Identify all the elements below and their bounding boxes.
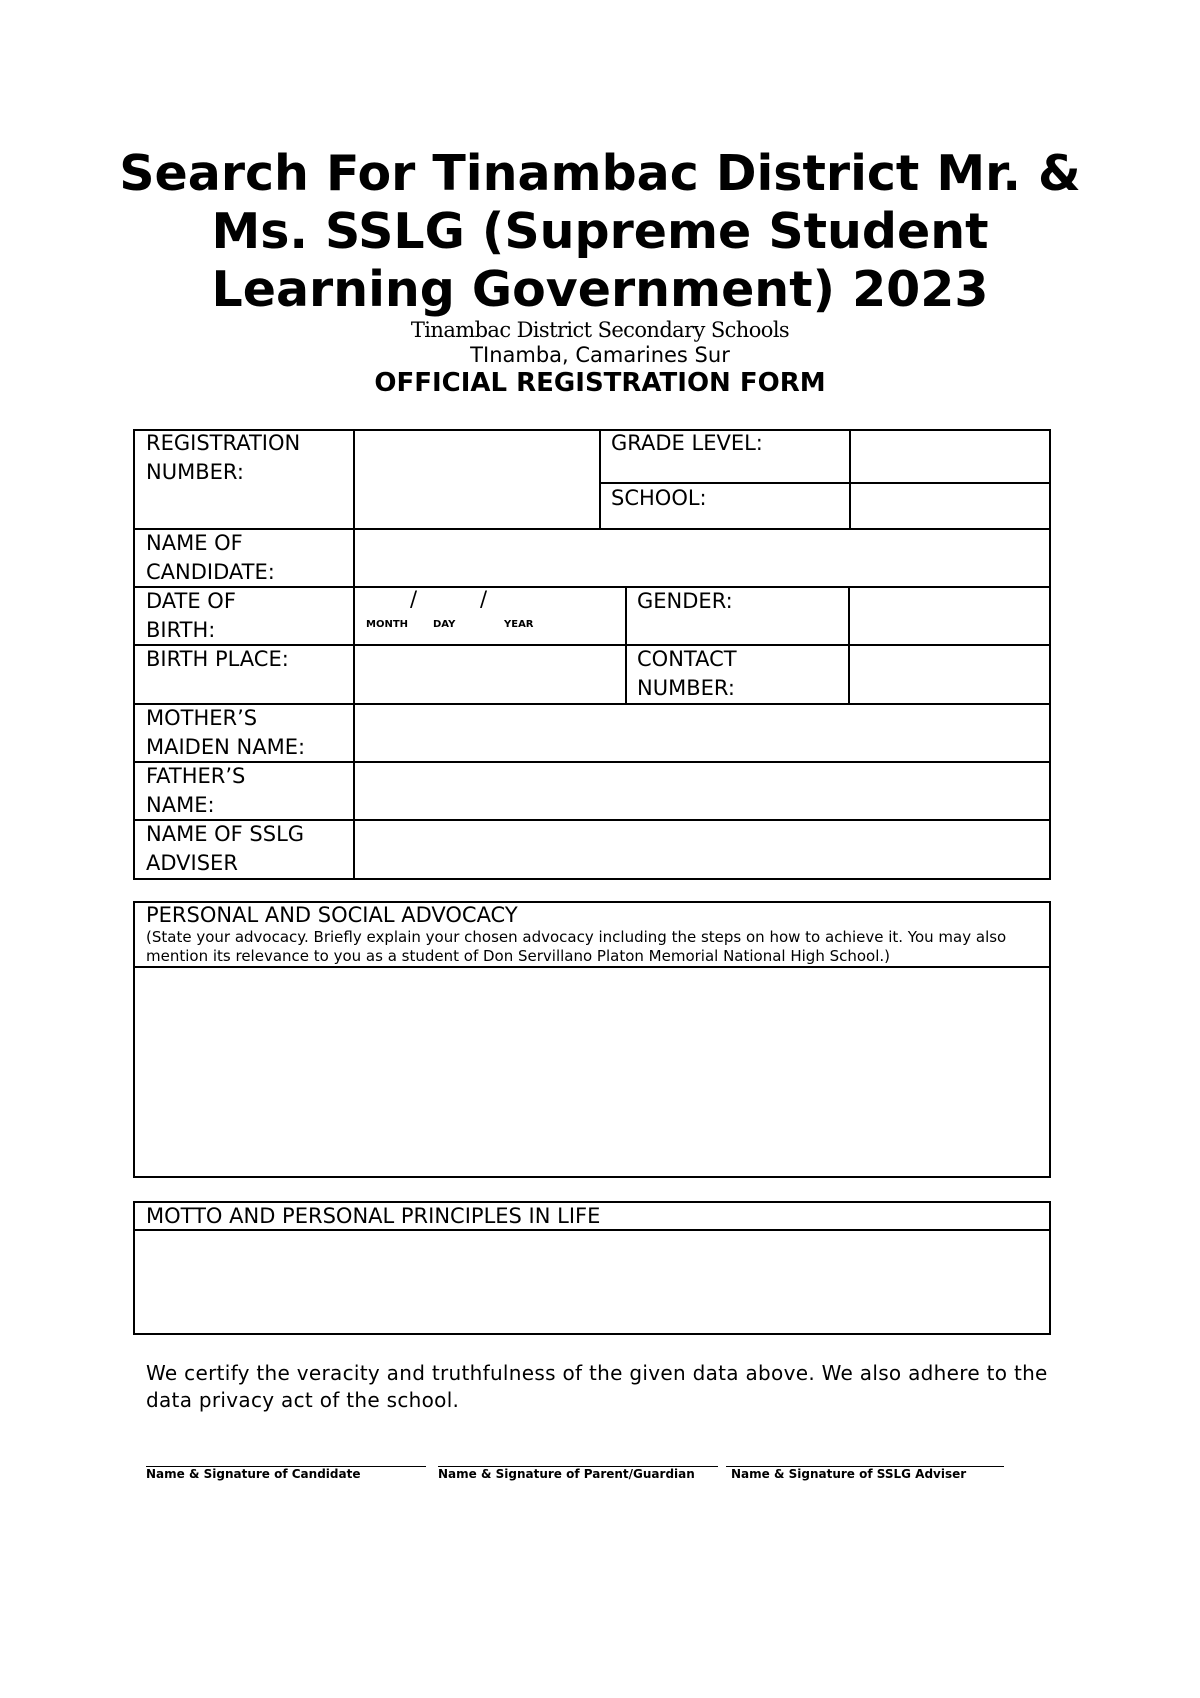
school-field[interactable]: [851, 484, 1049, 528]
candidate-name-field[interactable]: [355, 530, 1049, 586]
candidate-name-label: NAME OF CANDIDATE:: [146, 531, 275, 584]
fathers-name-field[interactable]: [355, 763, 1049, 819]
sslg-adviser-field[interactable]: [355, 821, 1049, 878]
advocacy-note: (State your advocacy. Briefly explain your chosen advocacy including the steps on how to achieve it. You may also mention its relevance to you as a student of Don Servillano Platon Memorial National High School.): [146, 928, 1007, 965]
dob-slash: /: [480, 587, 488, 611]
sslg-adviser-label: NAME OF SSLG ADVISER: [146, 822, 305, 875]
gender-field[interactable]: [850, 588, 1049, 644]
advocacy-field[interactable]: [135, 968, 1049, 1176]
advocacy-title: PERSONAL AND SOCIAL ADVOCACY: [146, 903, 518, 927]
parent-signature-label: Name & Signature of Parent/Guardian: [438, 1467, 695, 1481]
location-subtitle: TInamba, Camarines Sur: [470, 343, 730, 367]
birth-place-label: BIRTH PLACE:: [146, 647, 289, 671]
mothers-maiden-name-field[interactable]: [355, 705, 1049, 761]
registration-number-label: REGISTRATION NUMBER:: [146, 431, 301, 484]
registration-number-field[interactable]: [355, 431, 599, 528]
date-of-birth-label: DATE OF BIRTH:: [146, 589, 236, 642]
contact-number-field[interactable]: [850, 646, 1049, 703]
motto-field[interactable]: [135, 1231, 1049, 1333]
form-name: OFFICIAL REGISTRATION FORM: [374, 368, 826, 398]
page-title: Search For Tinambac District Mr. & Ms. SSLG (Supreme Student Learning Government) 2023: [119, 145, 1081, 318]
grade-level-label: GRADE LEVEL:: [611, 431, 763, 455]
schools-subtitle: Tinambac District Secondary Schools: [410, 318, 790, 342]
mothers-maiden-name-label: MOTHER’S MAIDEN NAME:: [146, 706, 306, 759]
certification-text: We certify the veracity and truthfulness of the given data above. We also adhere to the data privacy act of the school.: [146, 1361, 1048, 1412]
dob-month-label: MONTH: [366, 619, 409, 630]
motto-title: MOTTO AND PERSONAL PRINCIPLES IN LIFE: [146, 1204, 601, 1228]
dob-slash: /: [410, 587, 418, 611]
school-label: SCHOOL:: [611, 486, 707, 510]
date-of-birth-field[interactable]: [355, 588, 625, 644]
contact-number-label: CONTACT NUMBER:: [637, 647, 737, 700]
gender-label: GENDER:: [637, 589, 733, 613]
candidate-signature-label: Name & Signature of Candidate: [146, 1467, 361, 1481]
fathers-name-label: FATHER’S NAME:: [146, 764, 246, 817]
adviser-signature-label: Name & Signature of SSLG Adviser: [731, 1467, 967, 1481]
dob-year-label: YEAR: [504, 619, 534, 630]
dob-day-label: DAY: [433, 619, 456, 630]
grade-level-field[interactable]: [851, 431, 1049, 482]
birth-place-field[interactable]: [355, 646, 625, 703]
